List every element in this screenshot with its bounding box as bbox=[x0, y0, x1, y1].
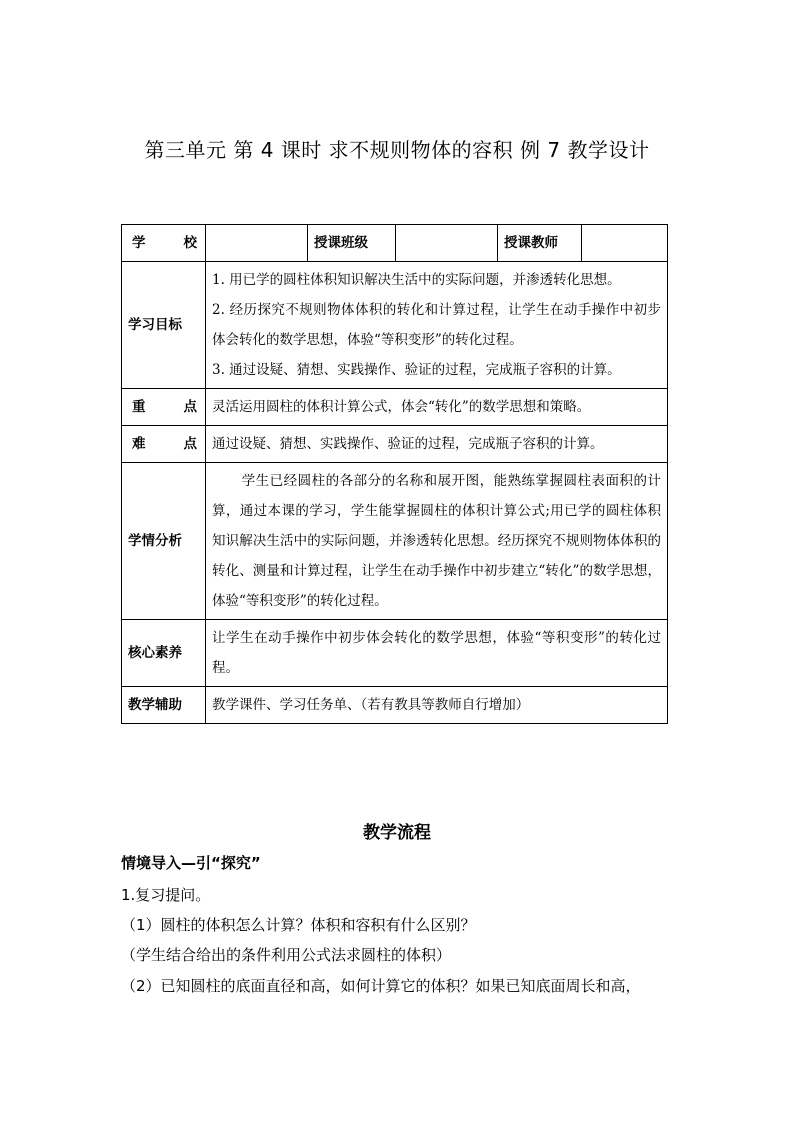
objectives-cell bbox=[206, 262, 668, 389]
school-label: 学 校 bbox=[122, 225, 206, 262]
class-label: 授课班级 bbox=[308, 225, 396, 262]
teaching-aid-text: 教学课件、学习任务单、（若有教具等教师自行增加） bbox=[206, 687, 668, 724]
analysis-row bbox=[122, 463, 668, 620]
lesson-info-table bbox=[121, 224, 668, 724]
flow-heading: 教学流程 bbox=[363, 823, 431, 843]
objective-item: 1. 用已学的圆柱体积知识解决生活中的实际问题，并渗透转化思想。 bbox=[212, 272, 621, 288]
flow-line: （学生结合给出的条件利用公式法求圆柱的体积） bbox=[121, 946, 452, 964]
key-point-text: 灵活运用圆柱的体积计算公式，体会“转化”的数学思想和策略。 bbox=[206, 389, 668, 426]
core-literacy-label: 核心素养 bbox=[122, 620, 206, 687]
objectives-label: 学习目标 bbox=[122, 262, 206, 389]
difficulty-row bbox=[122, 426, 668, 463]
objectives-row bbox=[122, 262, 668, 389]
flow-line: （1）圆柱的体积怎么计算？体积和容积有什么区别？ bbox=[121, 916, 476, 934]
teacher-label: 授课教师 bbox=[498, 225, 582, 262]
teaching-aid-row bbox=[122, 687, 668, 724]
analysis-text: 学生已经圆柱的各部分的名称和展开图，能熟练掌握圆柱表面积的计算，通过本课的学习，学生能掌握圆柱的体积计算公式;用已学的圆柱体积知识解决生活中的实际问题，并渗透转化思想。经历探究不规则物体体积的转化、测量和计算过程，让学生在动手操作中初步建立“转化”的数学思想，体验“等积变形”的转化过程。 bbox=[206, 463, 668, 620]
difficulty-label: 难 点 bbox=[122, 426, 206, 463]
school-value bbox=[206, 225, 308, 262]
objective-item: 3. 通过设疑、猜想、实践操作、验证的过程，完成瓶子容积的计算。 bbox=[212, 362, 621, 378]
header-row bbox=[122, 225, 668, 262]
document-title: 第三单元 第 4 课时 求不规则物体的容积 例 7 教学设计 bbox=[144, 138, 650, 162]
teaching-aid-label: 教学辅助 bbox=[122, 687, 206, 724]
class-value bbox=[396, 225, 498, 262]
core-literacy-text: 让学生在动手操作中初步体会转化的数学思想，体验“等积变形”的转化过程。 bbox=[206, 620, 668, 687]
analysis-label: 学情分析 bbox=[122, 463, 206, 620]
objective-item: 2. 经历探究不规则物体体积的转化和计算过程，让学生在动手操作中初步体会转化的数学思想，体验“等积变形”的转化过程。 bbox=[212, 302, 661, 348]
difficulty-text: 通过设疑、猜想、实践操作、验证的过程，完成瓶子容积的计算。 bbox=[206, 426, 668, 463]
flow-line: （2）已知圆柱的底面直径和高，如何计算它的体积？如果已知底面周长和高， bbox=[121, 977, 641, 995]
key-point-row bbox=[122, 389, 668, 426]
flow-line: 1.复习提问。 bbox=[121, 886, 211, 904]
intro-heading: 情境导入—引“探究” bbox=[121, 854, 261, 872]
core-literacy-row bbox=[122, 620, 668, 687]
teacher-value bbox=[582, 225, 668, 262]
key-point-label: 重 点 bbox=[122, 389, 206, 426]
